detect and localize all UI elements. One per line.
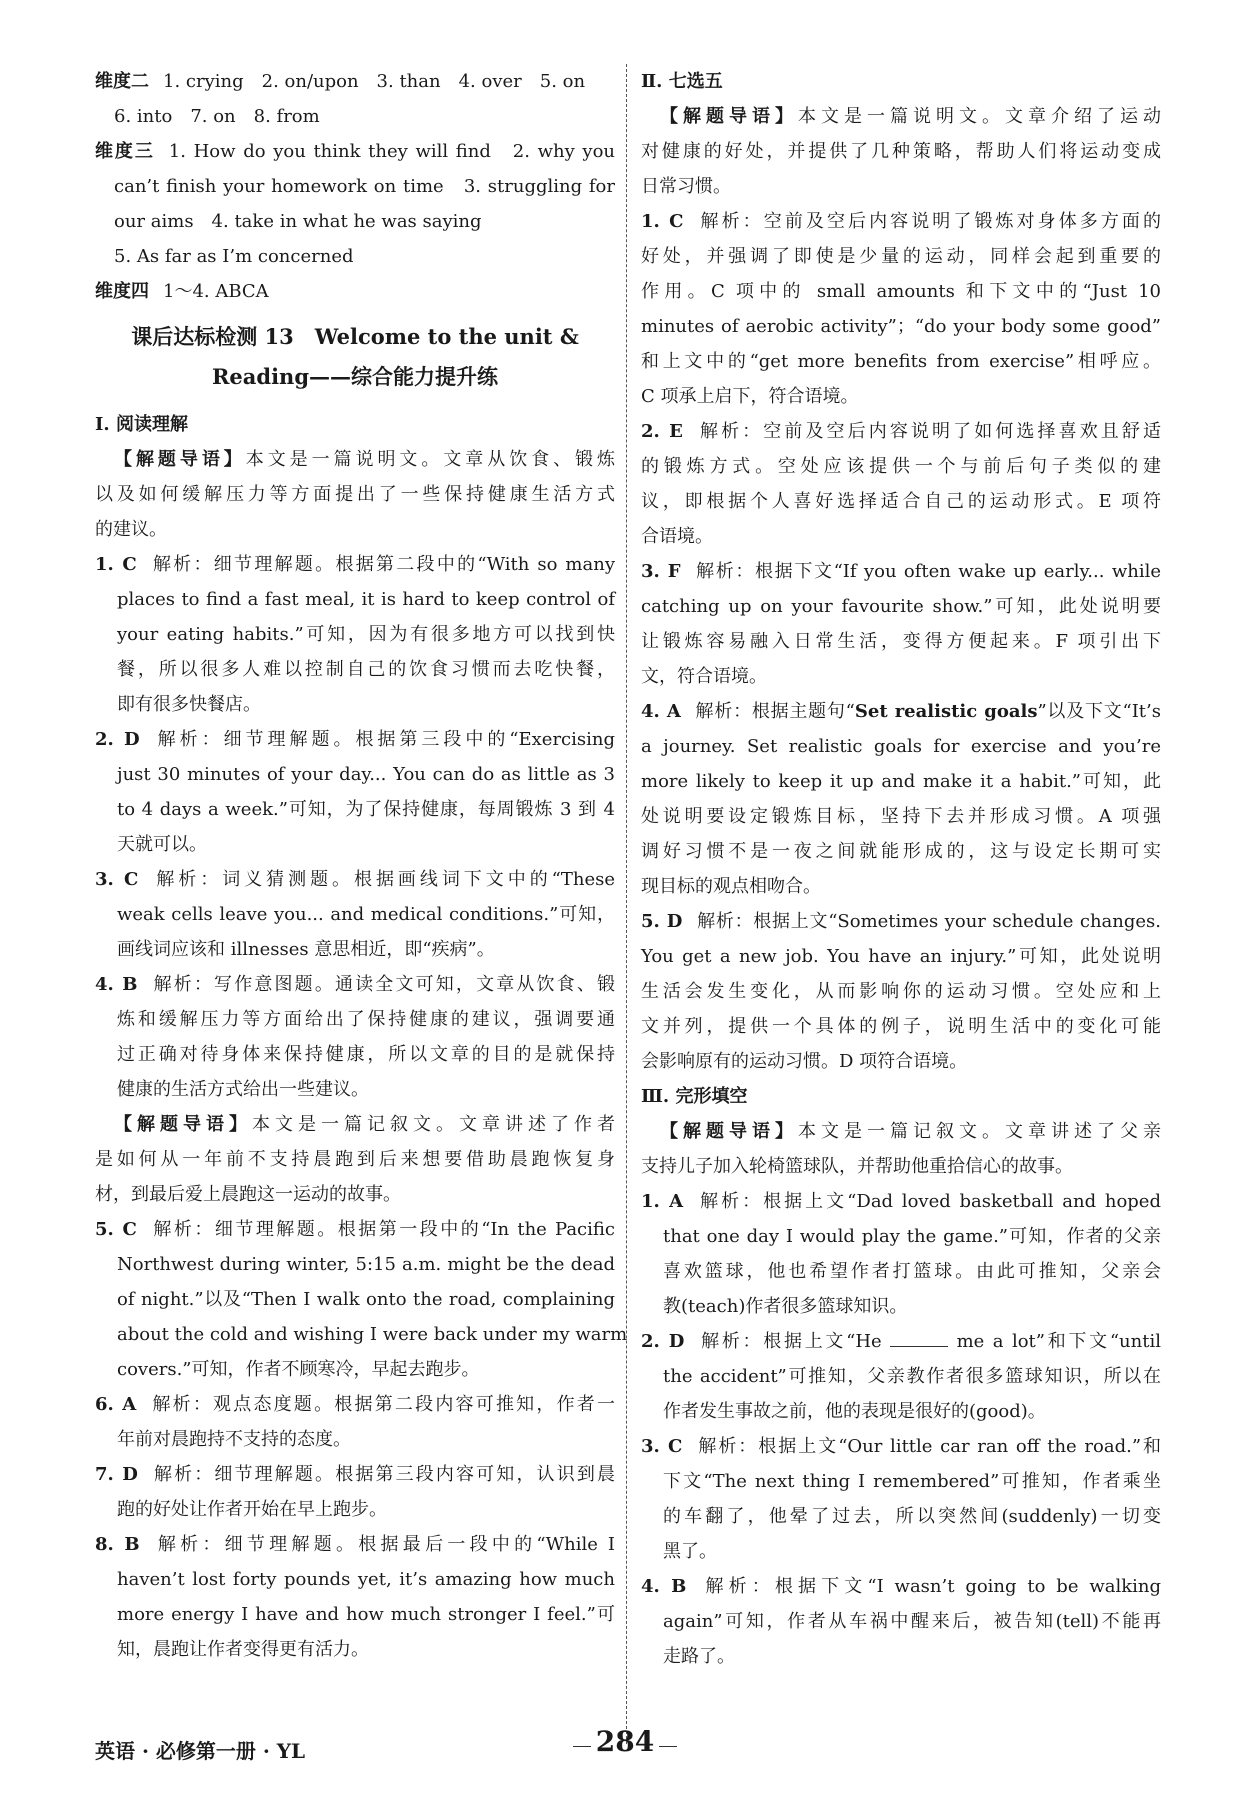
answer-number: 2. E	[641, 421, 683, 442]
guide-3-line-3: 日常习惯。	[641, 176, 731, 197]
guide-4-line-1: 【解题导语】本文是一篇记叙文。文章讲述了父亲	[660, 1121, 1161, 1142]
reading-heading: Ⅰ. 阅读理解	[95, 414, 188, 435]
answer-item-4: 4. B 解析：写作意图题。通读全文可知，文章从饮食、锻 炼和缓解压力等方面给出了保持健康的建议，强调要通 过正确对待身体来保持健康，所以文章的目的是就保持 健康的生活方式给出一些建议。	[95, 974, 615, 1100]
dimension-2-answers-1: 1. crying 2. on/upon 3. than 4. over 5. on	[163, 71, 586, 92]
guide-2-line-1: 【解题导语】本文是一篇记叙文。文章讲述了作者	[114, 1114, 615, 1135]
answer-item-c3: 3. C 解析：根据上文“Our little car ran off the road.”和 下文“The next thing I remembered”可推知，作者乘坐 的车翻了，他晕了过去，所以突然间(suddenly)一切变 黑了。	[641, 1436, 1161, 1562]
left-column	[95, 64, 628, 1667]
answer-item-2: 2. D 解析：细节理解题。根据第三段中的“Exercising just 30 minutes of your day... You can do as little as 3 to 4 days a week.”可知，为了保持健康，每周锻炼 3 到 4 天就可以。	[95, 729, 615, 855]
dimension-3-heading: 维度三	[95, 141, 155, 162]
dimension-3-answers-3: our aims 4. take in what he was saying	[114, 211, 482, 232]
dimension-4-answers: 1～4. ABCA	[163, 281, 269, 302]
dimension-4	[95, 274, 615, 309]
footer-book-title: 英语 · 必修第一册 · YL	[95, 1739, 306, 1763]
answer-number: 4. A	[641, 701, 681, 722]
answer-item-c2: 2. D 解析：根据上文“He me a lot”和下文“until the accident”可推知，父亲教作者很多篮球知识，所以在 作者发生事故之前，他的表现是很好的(good)。	[641, 1324, 1161, 1429]
guide-4-line-2: 支持儿子加入轮椅篮球队，并帮助他重拾信心的故事。	[641, 1156, 1073, 1177]
answer-number: 1. C	[641, 211, 684, 232]
answer-number: 8. B	[95, 1534, 140, 1555]
answer-number: 2. D	[95, 729, 140, 750]
answer-item-r4: 4. A 解析：根据主题句“Set realistic goals”以及下文“It’s a journey. Set realistic goals for exercise and you’re more likely to keep it up and make it a habit.”可知，此 处说明要设定锻炼目标，坚持下去并形成习惯。A 项强 调好习惯不是一夜之间就能形成的，这与设定长期可实 现目标的观点相吻合。	[641, 701, 1161, 897]
guide-2-line-3: 材，到最后爱上晨跑这一运动的故事。	[95, 1184, 401, 1205]
answer-number: 3. C	[641, 1436, 683, 1457]
answer-number: 1. C	[95, 554, 137, 575]
seven-choose-five-heading: Ⅱ. 七选五	[641, 71, 723, 92]
dimension-2	[95, 64, 615, 99]
answer-item-6: 6. A 解析：观点态度题。根据第二段内容可推知，作者一 年前对晨跑持不支持的态度。	[95, 1394, 615, 1450]
answer-item-3: 3. C 解析：词义猜测题。根据画线词下文中的“These weak cells leave you... and medical conditions.”可知， 画线词应该和 illnesses 意思相近，即“疾病”。	[95, 869, 616, 960]
answer-item-r1: 1. C 解析：空前及空后内容说明了锻炼对身体多方面的 好处，并强调了即使是少量的运动，同样会起到重要的 作用。C 项中的 small amounts 和下文中的“Just 10 minutes of aerobic activity”；“do your body some good” 和上文中的“get more benefits from exercise”相呼应。 C 项承上启下，符合语境。	[641, 211, 1162, 407]
answer-item-r5: 5. D 解析：根据上文“Sometimes your schedule changes. You get a new job. You have an injury.”可知，此处说明 生活会发生变化，从而影响你的运动习惯。空处应和上 文并列，提供一个具体的例子，说明生活中的变化可能 会影响原有的运动习惯。D 项符合语境。	[641, 911, 1161, 1072]
guide-2-line-2: 是如何从一年前不支持晨跑到后来想要借助晨跑恢复身	[95, 1149, 615, 1170]
dimension-2-answers-2: 6. into 7. on 8. from	[114, 106, 320, 127]
dimension-3-answers-4: 5. As far as I’m concerned	[114, 246, 354, 267]
cloze-heading: Ⅲ. 完形填空	[641, 1086, 748, 1107]
answer-number: 7. D	[95, 1464, 138, 1485]
guide-1-line-2: 以及如何缓解压力等方面提出了一些保持健康生活方式	[95, 484, 615, 505]
section-title	[95, 317, 615, 397]
answer-item-c4: 4. B 解析：根据下文“I wasn’t going to be walking again”可知，作者从车祸中醒来后，被告知(tell)不能再 走路了。	[641, 1576, 1161, 1667]
guide-1-line-3: 的建议。	[95, 519, 167, 540]
column-divider	[626, 64, 627, 1744]
dimension-3	[95, 134, 615, 169]
right-column	[641, 64, 1161, 1674]
guide-1-line-1: 【解题导语】本文是一篇说明文。文章从饮食、锻炼	[114, 449, 616, 470]
answer-number: 5. D	[641, 911, 683, 932]
guide-3-line-1: 【解题导语】本文是一篇说明文。文章介绍了运动	[660, 106, 1161, 127]
section-title-line-2: Reading——综合能力提升练	[211, 364, 499, 389]
answer-item-1: 1. C 解析：细节理解题。根据第二段中的“With so many places to find a fast meal, it is hard to keep control of your eating habits.”可知，因为有很多地方可以找到快 餐，所以很多人难以控制自己的饮食习惯而去吃快餐， 即有很多快餐店。	[95, 554, 615, 715]
dimension-3-answers-2: can’t finish your homework on time 3. struggling for	[114, 176, 615, 197]
dimension-2-heading: 维度二	[95, 71, 149, 92]
answer-item-8: 8. B 解析：细节理解题。根据最后一段中的“While I haven’t lost forty pounds yet, it’s amazing how much more energy I have and how much stronger I feel.”可 知，晨跑让作者变得更有活力。	[95, 1534, 615, 1660]
answer-item-r2: 2. E 解析：空前及空后内容说明了如何选择喜欢且舒适 的锻炼方式。空处应该提供一个与前后句子类似的建 议，即根据个人喜好选择适合自己的运动形式。E 项符 合语境。	[641, 421, 1161, 547]
answer-number: 3. F	[641, 561, 681, 582]
answer-number: 3. C	[95, 869, 139, 890]
answer-number: 6. A	[95, 1394, 137, 1415]
answer-number: 4. B	[95, 974, 138, 995]
answer-number: 2. D	[641, 1331, 685, 1352]
dimension-3-answers-1: 1. How do you think they will find 2. why you	[168, 141, 615, 162]
page-number: 284	[565, 1724, 685, 1759]
answer-number: 1. A	[641, 1191, 684, 1212]
blank-line	[890, 1328, 948, 1347]
answer-number: 5. C	[95, 1219, 137, 1240]
dimension-4-heading: 维度四	[95, 281, 149, 302]
section-title-line-1: 课后达标检测 13 Welcome to the unit &	[131, 324, 579, 349]
answer-item-7: 7. D 解析：细节理解题。根据第三段内容可知，认识到晨 跑的好处让作者开始在早上跑步。	[95, 1464, 615, 1520]
answer-number: 4. B	[641, 1576, 687, 1597]
answer-item-r3: 3. F 解析：根据下文“If you often wake up early... while catching up on your favourite show.”可知，此处说明要 让锻炼容易融入日常生活，变得方便起来。F 项引出下 文，符合语境。	[641, 561, 1161, 687]
guide-3-line-2: 对健康的好处，并提供了几种策略，帮助人们将运动变成	[641, 141, 1161, 162]
answer-item-5: 5. C 解析：细节理解题。根据第一段中的“In the Pacific Northwest during winter, 5:15 a.m. might be the dead of night.”以及“Then I walk onto the road, complaining about the cold and wishing I were back under my warm covers.”可知，作者不顾寒冷，早起去跑步。	[95, 1219, 628, 1380]
answer-item-c1: 1. A 解析：根据上文“Dad loved basketball and hoped that one day I would play the game.”可知，作者的父亲 喜欢篮球，他也希望作者打篮球。由此可推知，父亲会 教(teach)作者很多篮球知识。	[641, 1191, 1161, 1317]
